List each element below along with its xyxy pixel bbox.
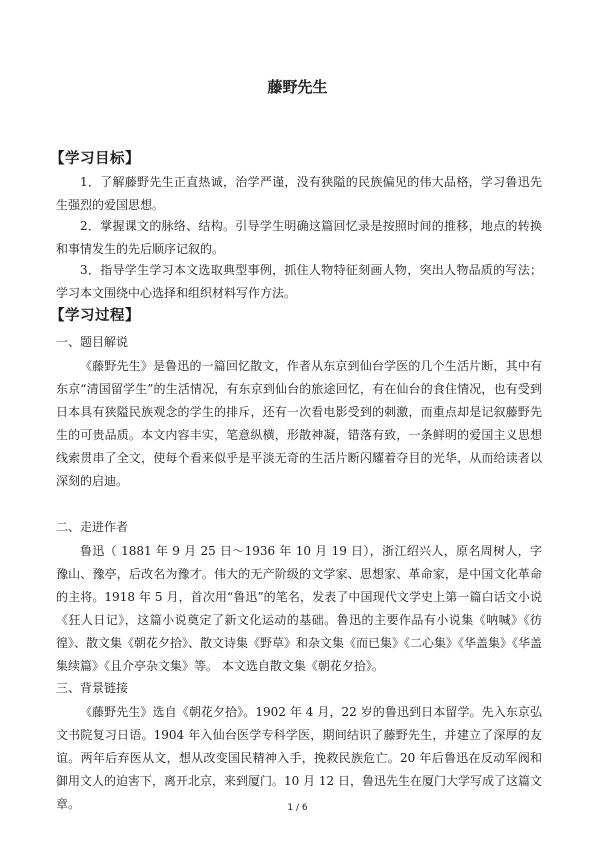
section-text-author: 鲁迅（ 1881 年 9 月 25 日～1936 年 10 月 19 日），浙江绍兴人，原名周树人，字豫山、豫亭，后改名为豫才。伟大的无产阶级的文学家、思想家、革命家，是中国文化革命的主将。1918 年 5 月，首次用“鲁迅”的笔名，发表了中国现代文学史上第一篇白话文小说《狂人日记》，这篇小说奠定了新文化运动的基础。鲁迅的主要作品有小说集《呐喊》《彷徨》、散文集《朝花夕拾》、散文诗集《野草》和杂文集《而已集》《二心集》《华盖集》《华盖集续篇》《且介亭杂文集》等。 本文选自散文集《朝花夕拾》。 (56, 544, 543, 673)
page-number: 1 / 6 (287, 803, 308, 813)
goal-item-3: 3．指导学生学习本文选取典型事例，抓住人物特征刻画人物，突出人物品质的写法；学习本文围绕中心选择和组织材料写作方法。 (56, 263, 542, 300)
page-title: 藤野先生 (267, 78, 328, 96)
section-text-title-explain: 《藤野先生》是鲁迅的一篇回忆散文，作者从东京到仙台学医的几个生活片断，其中有东京“清国留学生”的生活情况，有东京到仙台的旅途回忆，有在仙台的食住情况，也有受到日本具有狭隘民族观念的学生的排斥，还有一次看电影受到的刺激，而重点却是记叙藤野先生的可贵品质。本文内容丰实，笔意纵横，形散神凝，错落有致，一条鲜明的爱国主义思想线索贯串了全文，使每个看来似乎是平淡无奇的生活片断闪耀着夺目的光华，从而给读者以深刻的启迪。 (56, 359, 542, 488)
section-text-background: 《藤野先生》选自《朝花夕拾》。1902 年 4 月，22 岁的鲁迅到日本留学。先入东京弘文书院复习日语。1904 年入仙台医学专科学医，期间结识了藤野先生，并建立了深厚的友谊。两年后弃医从文，想从改变国民精神入手，挽救民族危亡。20 年后鲁迅在反动军阀和御用文人的迫害下，离开北京，来到厦门。10 月 12 日，鲁迅先生在厦门大学写成了这篇文章。 (56, 705, 542, 811)
section-label-title-explain: 一、题目解说 (56, 335, 129, 349)
section-label-author: 二、走进作者 (56, 520, 129, 534)
process-heading: 【学习过程】 (50, 308, 140, 324)
section-label-background: 三、背景链接 (56, 681, 129, 695)
goals-heading: 【学习目标】 (50, 151, 140, 167)
goal-item-2: 2．掌握课文的脉络、结构。引导学生明确这篇回忆录是按照时间的推移，地点的转换和事情发生的先后顺序记叙的。 (56, 219, 542, 256)
goal-item-1: 1．了解藤野先生正直热诚，治学严谨，没有狭隘的民族偏见的伟大品格，学习鲁迅先生强烈的爱国思想。 (56, 175, 542, 212)
